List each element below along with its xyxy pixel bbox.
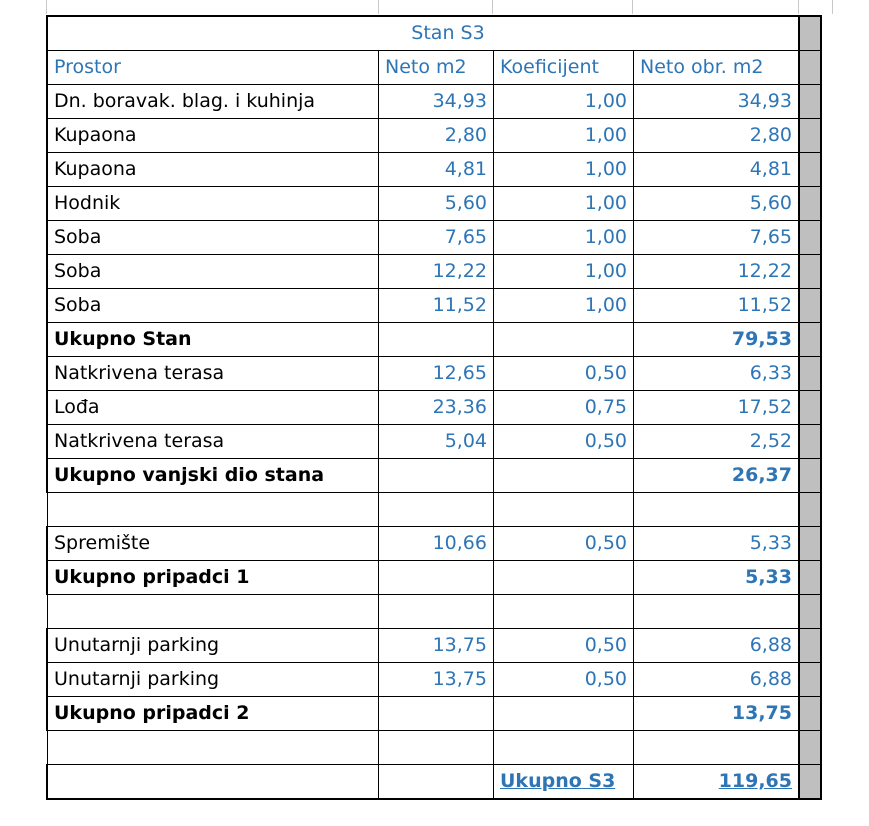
cell-neto: 13,75 xyxy=(379,663,494,697)
cell-neto: 7,65 xyxy=(379,221,494,255)
gray-column-cell xyxy=(799,323,821,357)
table-row xyxy=(47,357,821,391)
cell-neto xyxy=(379,459,494,493)
cell-neto-obr: 5,33 xyxy=(634,527,800,561)
cell-empty xyxy=(47,765,379,800)
cell-koeficijent: 0,50 xyxy=(494,527,634,561)
table-row xyxy=(47,629,821,663)
cell-koeficijent: 1,00 xyxy=(494,289,634,323)
gray-column-cell xyxy=(799,731,821,765)
cell-neto-obr: 6,88 xyxy=(634,629,800,663)
cell-koeficijent: 1,00 xyxy=(494,85,634,119)
cell-neto-obr: 26,37 xyxy=(634,459,800,493)
cell-koeficijent: 1,00 xyxy=(494,119,634,153)
table-row xyxy=(47,289,821,323)
cell-prostor: Lođa xyxy=(47,391,379,425)
spacer-row xyxy=(47,595,821,629)
gray-column-cell xyxy=(799,459,821,493)
cell-prostor: Unutarnji parking xyxy=(47,663,379,697)
cell-koeficijent xyxy=(494,595,634,629)
cell-neto-obr: 6,88 xyxy=(634,663,800,697)
cell-koeficijent: 1,00 xyxy=(494,187,634,221)
total-row xyxy=(47,459,821,493)
cell-neto-obr xyxy=(634,493,800,527)
cell-neto: 34,93 xyxy=(379,85,494,119)
cell-koeficijent xyxy=(494,459,634,493)
cell-prostor: Soba xyxy=(47,255,379,289)
cell-prostor: Ukupno pripadci 2 xyxy=(47,697,379,731)
title-row xyxy=(47,16,821,51)
cell-neto: 12,65 xyxy=(379,357,494,391)
cell-prostor: Ukupno vanjski dio stana xyxy=(47,459,379,493)
gray-column-cell xyxy=(799,527,821,561)
cell-koeficijent: 0,75 xyxy=(494,391,634,425)
gray-column-cell xyxy=(799,16,821,51)
cell-prostor xyxy=(47,731,379,765)
cell-neto-obr xyxy=(634,731,800,765)
header-koeficijent: Koeficijent xyxy=(494,51,634,85)
cell-prostor: Dn. boravak. blag. i kuhinja xyxy=(47,85,379,119)
table-row xyxy=(47,187,821,221)
cell-neto-obr: 4,81 xyxy=(634,153,800,187)
cell-neto-obr: 11,52 xyxy=(634,289,800,323)
cell-neto-obr: 7,65 xyxy=(634,221,800,255)
cell-prostor xyxy=(47,595,379,629)
cell-neto-obr: 5,60 xyxy=(634,187,800,221)
cell-empty xyxy=(379,765,494,800)
cell-neto xyxy=(379,323,494,357)
cell-prostor: Ukupno Stan xyxy=(47,323,379,357)
cell-prostor: Unutarnji parking xyxy=(47,629,379,663)
table-row xyxy=(47,85,821,119)
cell-prostor: Soba xyxy=(47,221,379,255)
table-row xyxy=(47,391,821,425)
gray-column-cell xyxy=(799,51,821,85)
gray-column-cell xyxy=(799,561,821,595)
cell-prostor: Ukupno pripadci 1 xyxy=(47,561,379,595)
cell-neto-obr: 2,52 xyxy=(634,425,800,459)
gray-column-cell xyxy=(799,221,821,255)
grand-total-label: Ukupno S3 xyxy=(494,765,634,800)
gray-column-cell xyxy=(799,153,821,187)
gray-column-cell xyxy=(799,697,821,731)
gray-column-cell xyxy=(799,255,821,289)
cell-neto-obr: 79,53 xyxy=(634,323,800,357)
table-row xyxy=(47,153,821,187)
table-row xyxy=(47,527,821,561)
gray-column-cell xyxy=(799,425,821,459)
cell-prostor: Natkrivena terasa xyxy=(47,425,379,459)
spacer-row xyxy=(47,731,821,765)
table-row xyxy=(47,221,821,255)
cell-prostor: Kupaona xyxy=(47,119,379,153)
gray-column-cell xyxy=(799,629,821,663)
cell-prostor xyxy=(47,493,379,527)
total-row xyxy=(47,697,821,731)
cell-neto xyxy=(379,561,494,595)
cell-neto xyxy=(379,731,494,765)
cell-neto: 5,04 xyxy=(379,425,494,459)
cell-neto-obr: 5,33 xyxy=(634,561,800,595)
cell-prostor: Natkrivena terasa xyxy=(47,357,379,391)
table-row xyxy=(47,119,821,153)
cell-neto: 23,36 xyxy=(379,391,494,425)
cell-prostor: Soba xyxy=(47,289,379,323)
area-table xyxy=(46,15,822,800)
cell-neto: 4,81 xyxy=(379,153,494,187)
cell-koeficijent: 0,50 xyxy=(494,357,634,391)
cell-neto-obr: 6,33 xyxy=(634,357,800,391)
cell-neto-obr: 2,80 xyxy=(634,119,800,153)
grand-total-value: 119,65 xyxy=(634,765,800,800)
table-row xyxy=(47,255,821,289)
gray-column-cell xyxy=(799,289,821,323)
gray-column-cell xyxy=(799,765,821,800)
cell-neto xyxy=(379,697,494,731)
title-text: Stan S3 xyxy=(411,22,485,44)
header-neto: Neto m2 xyxy=(379,51,494,85)
cell-prostor: Spremište xyxy=(47,527,379,561)
header-prostor: Prostor xyxy=(47,51,379,85)
cell-koeficijent: 1,00 xyxy=(494,255,634,289)
total-row xyxy=(47,323,821,357)
cell-koeficijent: 0,50 xyxy=(494,629,634,663)
cell-koeficijent xyxy=(494,561,634,595)
cell-koeficijent xyxy=(494,493,634,527)
cell-neto: 12,22 xyxy=(379,255,494,289)
cell-neto xyxy=(379,595,494,629)
cell-neto: 5,60 xyxy=(379,187,494,221)
cell-prostor: Hodnik xyxy=(47,187,379,221)
cell-prostor: Kupaona xyxy=(47,153,379,187)
cell-koeficijent xyxy=(494,697,634,731)
cell-koeficijent: 0,50 xyxy=(494,425,634,459)
total-row xyxy=(47,561,821,595)
cell-koeficijent xyxy=(494,731,634,765)
cell-neto-obr: 17,52 xyxy=(634,391,800,425)
cell-neto: 2,80 xyxy=(379,119,494,153)
gray-column-cell xyxy=(799,663,821,697)
table-row xyxy=(47,425,821,459)
cell-neto-obr: 34,93 xyxy=(634,85,800,119)
cell-neto-obr xyxy=(634,595,800,629)
gray-column-cell xyxy=(799,187,821,221)
cell-neto: 13,75 xyxy=(379,629,494,663)
gray-column-cell xyxy=(799,493,821,527)
gray-column-cell xyxy=(799,85,821,119)
cell-neto: 10,66 xyxy=(379,527,494,561)
header-neto-obr: Neto obr. m2 xyxy=(634,51,800,85)
table-title xyxy=(47,16,799,51)
spacer-row xyxy=(47,493,821,527)
cell-neto xyxy=(379,493,494,527)
cell-koeficijent xyxy=(494,323,634,357)
table-row xyxy=(47,663,821,697)
header-row xyxy=(47,51,821,85)
gray-column-cell xyxy=(799,391,821,425)
gray-column-cell xyxy=(799,357,821,391)
grand-total-row xyxy=(47,765,821,800)
cell-neto: 11,52 xyxy=(379,289,494,323)
gray-column-cell xyxy=(799,119,821,153)
gray-column-cell xyxy=(799,595,821,629)
cell-koeficijent: 1,00 xyxy=(494,153,634,187)
cell-neto-obr: 12,22 xyxy=(634,255,800,289)
cell-neto-obr: 13,75 xyxy=(634,697,800,731)
cell-koeficijent: 0,50 xyxy=(494,663,634,697)
cell-koeficijent: 1,00 xyxy=(494,221,634,255)
